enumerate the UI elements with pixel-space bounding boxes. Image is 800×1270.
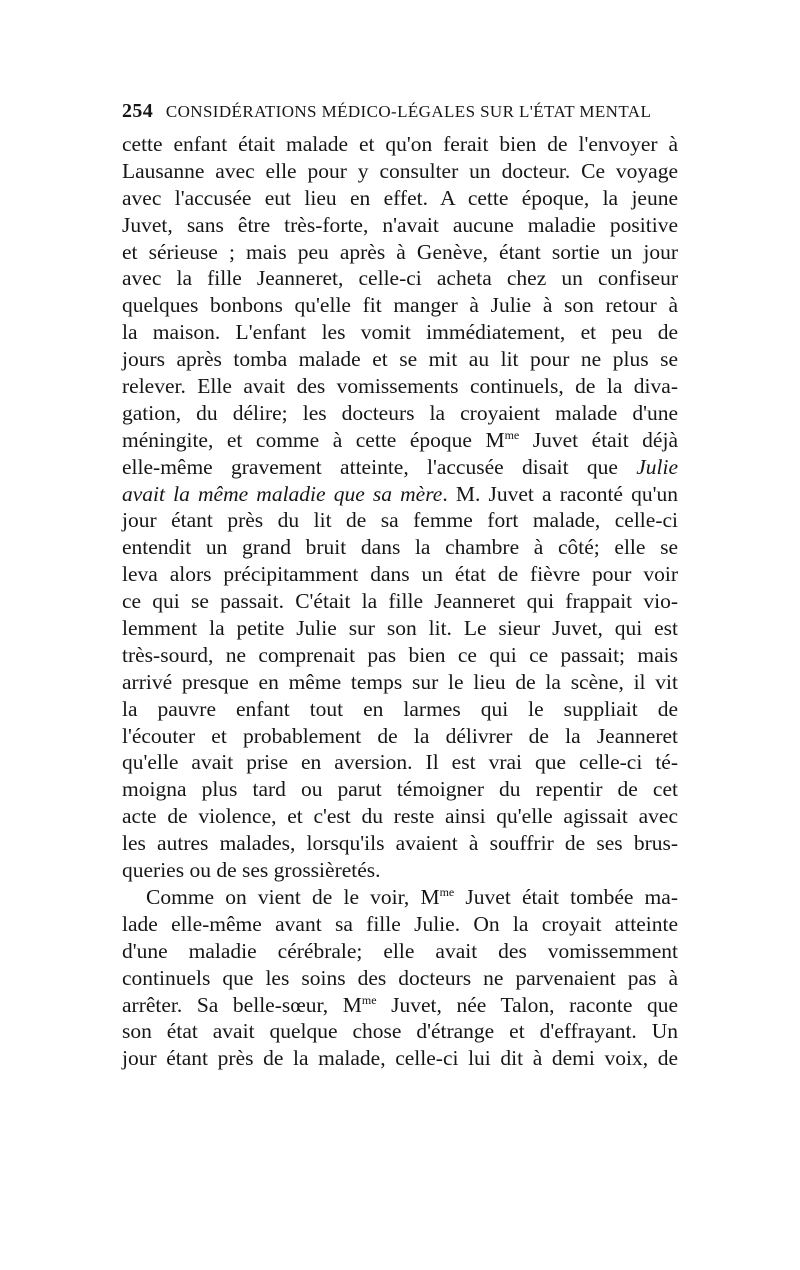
text-line [122,481,678,508]
text-line: la maison. L'enfant les vomit immédiatement, et peu de [122,320,678,345]
text-line: avec l'accusée eut lieu en effet. A cette époque, la jeune [122,185,678,210]
text-line: acte de violence, et c'est du reste ainsi qu'elle agissait avec [122,804,678,829]
text-segment: arrêter. Sa belle-sœur, M [122,992,362,1017]
text-segment: Comme on vient de le voir, M [146,884,440,909]
superscript: me [361,992,377,1007]
text-line: avec la fille Jeanneret, celle-ci acheta chez un confiseur [122,266,678,291]
body-text [122,131,678,1072]
text-line: jour étant près de la malade, celle-ci lui dit à demi voix, de [122,1046,678,1071]
text-line: jour étant près du lit de sa femme fort malade, celle-ci [122,508,678,533]
text-line: continuels que les soins des docteurs ne parvenaient pas à [122,965,678,990]
text-line: son état avait quelque chose d'étrange et d'effrayant. Un [122,1019,678,1044]
text-segment: Juvet était déjà [519,427,678,452]
text-line: très-sourd, ne comprenait pas bien ce qui ce passait; mais [122,642,678,667]
text-line: gation, du délire; les docteurs la croyaient malade d'une [122,400,678,425]
text-line: Lausanne avec elle pour y consulter un docteur. Ce voyage [122,158,678,183]
text-segment: méningite, et comme à cette époque M [122,427,505,452]
text-line: les autres malades, lorsqu'ils avaient à souffrir de ses brus- [122,831,678,856]
text-line: entendit un grand bruit dans la chambre à côté; elle se [122,535,678,560]
text-line [122,992,678,1019]
text-line: quelques bonbons qu'elle fit manger à Julie à son retour à [122,293,678,318]
text-line: l'écouter et probablement de la délivrer de la Jeanneret [122,723,678,748]
text-line: qu'elle avait prise en aversion. Il est vrai que celle-ci té- [122,750,678,775]
text-segment: Juvet était tombée ma- [454,884,678,909]
italic-segment: avait la même maladie que sa mère [122,481,443,506]
text-line: cette enfant était malade et qu'on ferait bien de l'envoyer à [122,132,678,156]
text-line: relever. Elle avait des vomissements continuels, de la diva- [122,374,678,399]
italic-segment: Julie [636,454,678,479]
text-line: leva alors précipitamment dans un état de fièvre pour voir [122,562,678,587]
text-line: la pauvre enfant tout en larmes qui le suppliait de [122,696,678,721]
text-line: arrivé presque en même temps sur le lieu de la scène, il vit [122,669,678,694]
text-line: lade elle-même avant sa fille Julie. On la croyait atteinte [122,911,678,936]
text-segment: . M. Juvet a raconté qu'un [442,481,678,506]
page-number: 254 [122,100,154,122]
text-line: et sérieuse ; mais peu après à Genève, étant sortie un jour [122,239,678,264]
text-line [122,884,678,911]
text-line: queries ou de ses grossièretés. [122,858,381,883]
superscript: me [504,427,520,442]
text-segment: Juvet, née Talon, raconte que [376,992,678,1017]
text-line [122,454,678,481]
text-line: lemment la petite Julie sur son lit. Le sieur Juvet, qui est [122,616,678,641]
text-line: ce qui se passait. C'était la fille Jeanneret qui frappait vio- [122,589,678,614]
running-head-title: CONSIDÉRATIONS MÉDICO-LÉGALES SUR L'ÉTAT MENTAL [165,102,652,121]
text-line: jours après tomba malade et se mit au lit pour ne plus se [122,347,678,372]
text-segment: elle-même gravement atteinte, l'accusée disait que [122,454,637,479]
text-line: moigna plus tard ou parut témoigner du repentir de cet [122,777,678,802]
text-line: Juvet, sans être très-forte, n'avait aucune maladie positive [122,212,678,237]
text-line [122,427,678,454]
text-line: d'une maladie cérébrale; elle avait des vomissemment [122,938,678,963]
superscript: me [439,884,455,899]
running-head [122,100,682,123]
